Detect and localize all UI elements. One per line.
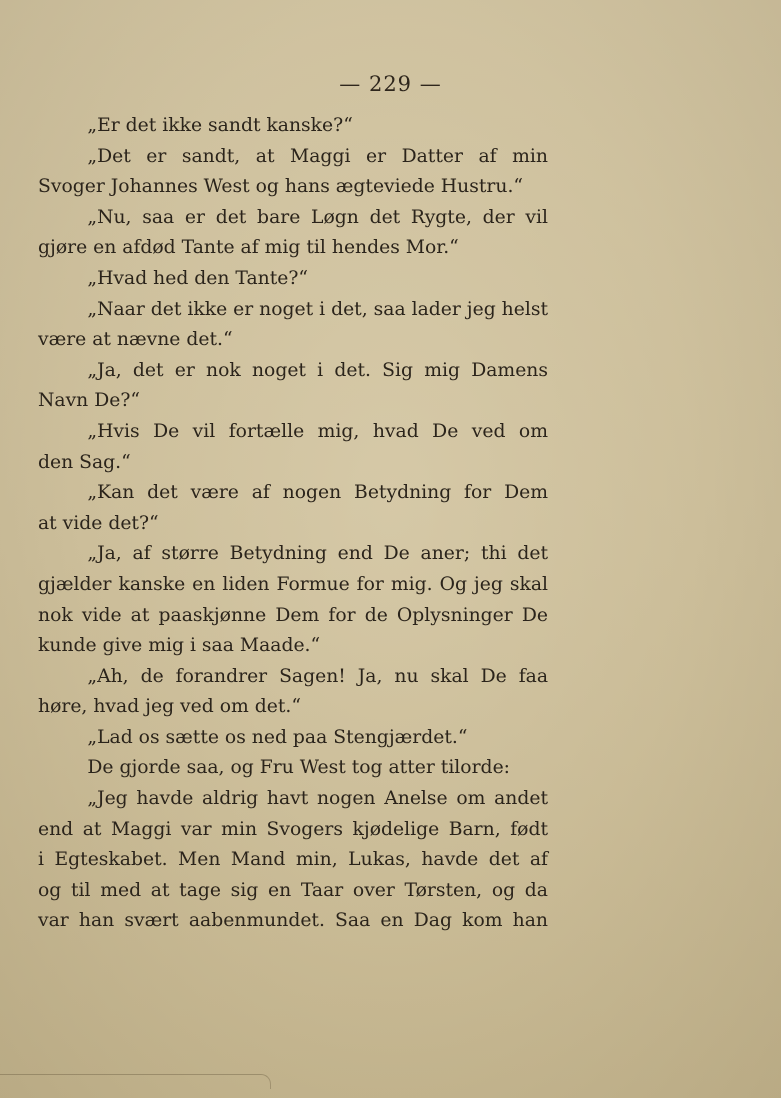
text-line: gjælder kanske en liden Formue for mig. Og jeg skal bbox=[38, 572, 548, 595]
text-line: i Egteskabet. Men Mand min, Lukas, havde det af bbox=[38, 848, 548, 871]
page-number: — 229 — bbox=[339, 72, 442, 96]
text-line: nok vide at paaskjønne Dem for de Oplysninger De bbox=[38, 603, 548, 626]
text-line: „Hvad hed den Tante?“ bbox=[87, 266, 309, 289]
text-line: „Ah, de forandrer Sagen! Ja, nu skal De faa bbox=[87, 664, 548, 687]
text-line: „Naar det ikke er noget i det, saa lader jeg helst bbox=[87, 297, 548, 320]
text-line: „Det er sandt, at Maggi er Datter af min bbox=[87, 144, 548, 167]
text-line: og til med at tage sig en Taar over Tørsten, og da bbox=[38, 878, 548, 901]
text-line: være at nævne det.“ bbox=[38, 328, 233, 351]
text-line: kunde give mig i saa Maade.“ bbox=[38, 634, 321, 657]
text-line: „Er det ikke sandt kanske?“ bbox=[87, 114, 353, 136]
body-text bbox=[38, 110, 548, 936]
text-line: „Ja, af større Betydning end De aner; thi det bbox=[87, 542, 548, 565]
text-line: Navn De?“ bbox=[38, 389, 140, 412]
text-line: „Hvis De vil fortælle mig, hvad De ved om bbox=[87, 419, 548, 442]
text-line: „Lad os sætte os ned paa Stengjærdet.“ bbox=[87, 725, 468, 748]
text-line: Svoger Johannes West og hans ægteviede Hustru.“ bbox=[38, 175, 524, 198]
text-line: var han svært aabenmundet. Saa en Dag kom han bbox=[38, 909, 548, 932]
text-line: „Ja, det er nok noget i det. Sig mig Damens bbox=[87, 358, 548, 381]
text-line: høre, hvad jeg ved om det.“ bbox=[38, 695, 301, 718]
text-line: at vide det?“ bbox=[38, 511, 159, 534]
page-edge bbox=[0, 1074, 271, 1089]
text-line: „Kan det være af nogen Betydning for Dem bbox=[87, 481, 548, 504]
text-line: den Sag.“ bbox=[38, 450, 131, 473]
text-line: De gjorde saa, og Fru West tog atter tilorde: bbox=[87, 756, 510, 779]
text-line: gjøre en afdød Tante af mig til hendes Mor.“ bbox=[38, 236, 459, 259]
text-line: end at Maggi var min Svogers kjødelige Barn, født bbox=[38, 817, 548, 840]
text-line: „Nu, saa er det bare Løgn det Rygte, der vil bbox=[87, 205, 548, 228]
text-line: „Jeg havde aldrig havt nogen Anelse om andet bbox=[87, 787, 548, 810]
